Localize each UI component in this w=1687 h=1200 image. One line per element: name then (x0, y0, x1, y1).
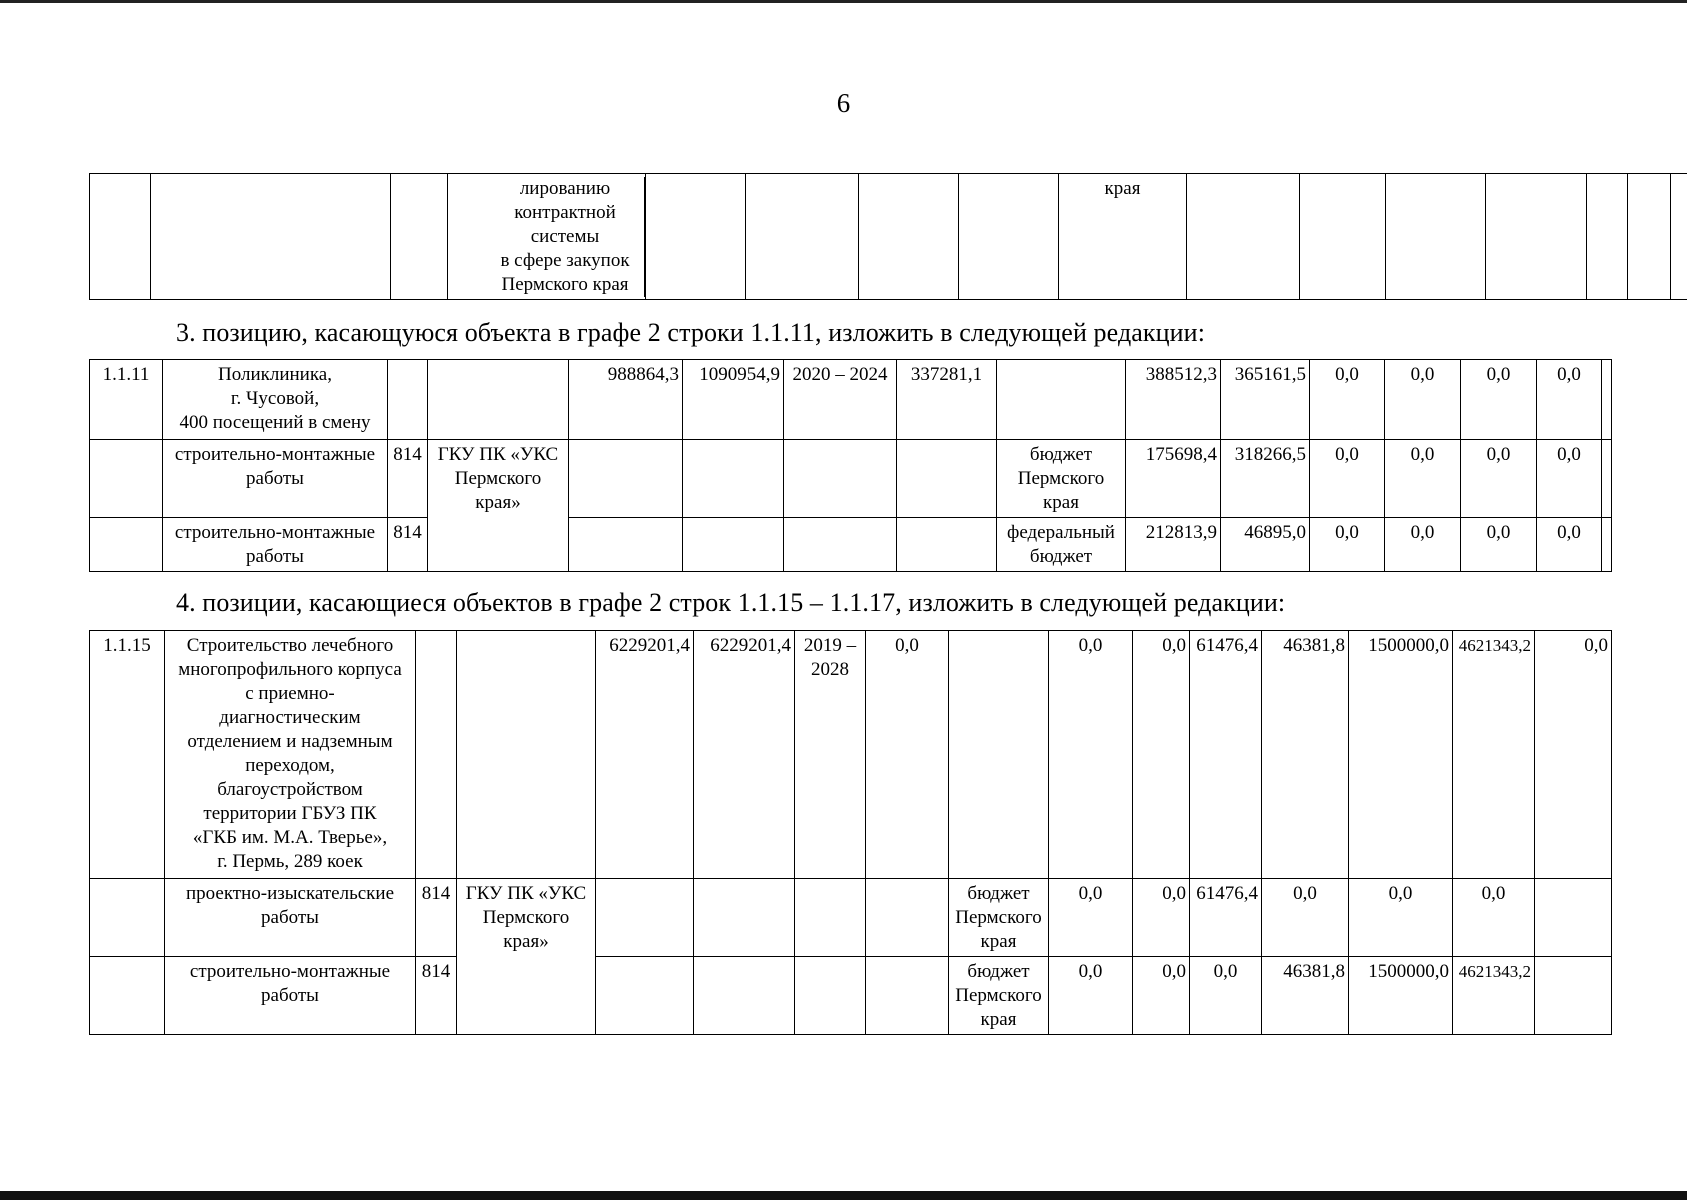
table-cell: 175698,4 (1126, 440, 1221, 518)
table-cell: 388512,3 (1126, 360, 1221, 440)
table-cell (1535, 957, 1612, 1035)
table-cell (866, 879, 949, 957)
table-cell (859, 174, 959, 300)
table-cell: 46381,8 (1262, 957, 1349, 1035)
table-cell: 4621343,2 (1453, 957, 1535, 1035)
table-cell: 1.1.15 (90, 631, 165, 879)
table-cell (596, 957, 694, 1035)
table-cell (959, 174, 1059, 300)
table-cell (1602, 440, 1612, 518)
table-cell (90, 174, 151, 300)
page-bottom-edge (0, 1191, 1687, 1200)
table-cell (694, 957, 795, 1035)
table-cell (596, 879, 694, 957)
table-cell (646, 174, 746, 300)
table-cell (457, 631, 596, 879)
table-cell: 46381,8 (1262, 631, 1349, 879)
table-cell (569, 440, 683, 518)
table-item-4 (89, 630, 1612, 1035)
table-cell: 0,0 (1453, 879, 1535, 957)
table-cell: 1.1.11 (90, 360, 163, 440)
table-row (90, 879, 1612, 957)
table-row (90, 440, 1612, 518)
table-cell: ГКУ ПК «УКС Пермского края» (457, 879, 596, 1035)
table-cell: 0,0 (1385, 518, 1461, 572)
table-cell (1602, 518, 1612, 572)
table-continuation (89, 173, 1687, 300)
table-cell: 814 (416, 957, 457, 1035)
table-cell: 0,0 (1133, 631, 1190, 879)
table-cell: 6229201,4 (694, 631, 795, 879)
table-cell: 337281,1 (897, 360, 997, 440)
table-cell (90, 957, 165, 1035)
table-cell (1587, 174, 1628, 300)
table-cell: 4621343,2 (1453, 631, 1535, 879)
table-cell: 318266,5 (1221, 440, 1310, 518)
table-cell (949, 631, 1049, 879)
table-cell (683, 440, 784, 518)
table-cell (1300, 174, 1386, 300)
table-cell: 0,0 (1537, 440, 1602, 518)
table-cell: 6229201,4 (596, 631, 694, 879)
table-cell (569, 518, 683, 572)
table-cell: 0,0 (1133, 879, 1190, 957)
table-cell (1671, 174, 1687, 300)
table-cell: 1500000,0 (1349, 957, 1453, 1035)
table-cell: бюджет Пермского края (949, 957, 1049, 1035)
table-cell: 0,0 (866, 631, 949, 879)
table-item-3 (89, 359, 1612, 572)
table-cell: 1500000,0 (1349, 631, 1453, 879)
table-cell (151, 174, 391, 300)
table-cell (897, 440, 997, 518)
table-cell: 814 (388, 440, 428, 518)
table-cell: 0,0 (1385, 360, 1461, 440)
table-cell (1187, 174, 1300, 300)
table-cell (1386, 174, 1486, 300)
table-cell: бюджет Пермского края (949, 879, 1049, 957)
table-cell: 2019 – 2028 (795, 631, 866, 879)
heading-item-3: 3. позицию, касающуюся объекта в графе 2 строки 1.1.11, изложить в следующей редакции: (176, 318, 1206, 347)
table-cell: 61476,4 (1190, 631, 1262, 879)
table-cell: 0,0 (1310, 440, 1385, 518)
table-cell (694, 879, 795, 957)
heading-item-4: 4. позиции, касающиеся объектов в графе 2 строк 1.1.15 – 1.1.17, изложить в следующей редакции: (176, 588, 1286, 617)
table-cell: 61476,4 (1190, 879, 1262, 957)
table-cell: 0,0 (1461, 518, 1537, 572)
table-cell (784, 440, 897, 518)
table-cell (784, 518, 897, 572)
table-cell: бюджет Пермского края (997, 440, 1126, 518)
table-cell: строительно-монтажные работы (163, 518, 388, 572)
table-cell: 814 (388, 518, 428, 572)
table-cell: 0,0 (1349, 879, 1453, 957)
table-cell: 0,0 (1310, 518, 1385, 572)
table-row (90, 174, 1687, 300)
table-cell (416, 631, 457, 879)
table-cell: 0,0 (1049, 957, 1133, 1035)
responsible-text: лированию контрактной системы в сфере закупок Пермского края (488, 177, 645, 297)
table-cell (90, 518, 163, 572)
table-row (90, 518, 1612, 572)
table-cell: проектно-изыскательские работы (165, 879, 416, 957)
table-cell: Поликлиника, г. Чусовой, 400 посещений в смену (163, 360, 388, 440)
table-row (90, 957, 1612, 1035)
table-cell: 212813,9 (1126, 518, 1221, 572)
table-cell: строительно-монтажные работы (163, 440, 388, 518)
table-cell (448, 174, 646, 300)
table-cell (683, 518, 784, 572)
table-cell: 0,0 (1049, 879, 1133, 957)
table-cell (897, 518, 997, 572)
table-cell: строительно-монтажные работы (165, 957, 416, 1035)
table-cell: 0,0 (1133, 957, 1190, 1035)
table-cell (90, 879, 165, 957)
table-cell: 0,0 (1537, 360, 1602, 440)
table-cell: 814 (416, 879, 457, 957)
table-cell (795, 957, 866, 1035)
table-cell: ГКУ ПК «УКС Пермского края» (428, 440, 569, 572)
table-cell (428, 360, 569, 440)
table-cell: 0,0 (1190, 957, 1262, 1035)
table-cell (1486, 174, 1587, 300)
table-row (90, 631, 1612, 879)
table-cell: 2020 – 2024 (784, 360, 897, 440)
table-cell (997, 360, 1126, 440)
page-top-edge (0, 0, 1687, 3)
table-cell (795, 879, 866, 957)
table-cell (391, 174, 448, 300)
table-cell: 0,0 (1310, 360, 1385, 440)
table-cell (866, 957, 949, 1035)
table-cell: 988864,3 (569, 360, 683, 440)
table-cell: 0,0 (1535, 631, 1612, 879)
table-cell (1602, 360, 1612, 440)
table-cell: 0,0 (1049, 631, 1133, 879)
table-cell: Строительство лечебного многопрофильного корпуса с приемно- диагностическим отделением и надземным переходом, благоустройством территории ГБУЗ ПК «ГКБ им. М.А. Тверье», г. Пермь, 289 коек (165, 631, 416, 879)
table-cell: 46895,0 (1221, 518, 1310, 572)
table-cell: 0,0 (1385, 440, 1461, 518)
table-cell (1628, 174, 1671, 300)
table-cell: 1090954,9 (683, 360, 784, 440)
table-row (90, 360, 1612, 440)
table-cell: 365161,5 (1221, 360, 1310, 440)
table-cell: 0,0 (1262, 879, 1349, 957)
table-cell: федеральный бюджет (997, 518, 1126, 572)
table-cell (90, 440, 163, 518)
page-number: 6 (836, 88, 851, 118)
table-cell (1535, 879, 1612, 957)
table-cell (388, 360, 428, 440)
table-cell: 0,0 (1461, 360, 1537, 440)
table-cell: края (1059, 174, 1187, 300)
table-cell: 0,0 (1537, 518, 1602, 572)
table-cell (746, 174, 859, 300)
table-cell: 0,0 (1461, 440, 1537, 518)
